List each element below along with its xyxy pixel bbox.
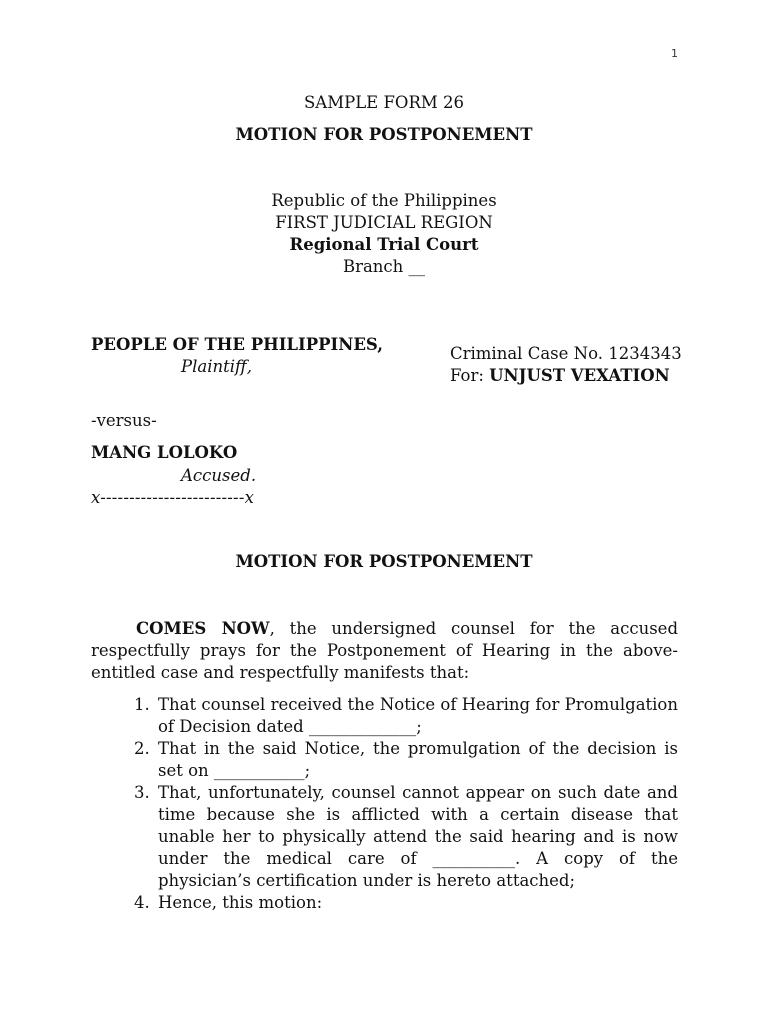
form-label: SAMPLE FORM 26 [304, 93, 464, 112]
accused-role: Accused. [181, 466, 257, 485]
list-item-text: That in the said Notice, the promulgation of the decision is set on ___________; [158, 739, 678, 780]
caption-separator: x-------------------------x [91, 488, 255, 507]
plaintiff-role: Plaintiff, [181, 357, 252, 376]
offense: UNJUST VEXATION [489, 366, 670, 385]
accused-name: MANG LOLOKO [91, 443, 238, 462]
court-region: FIRST JUDICIAL REGION [275, 213, 493, 232]
list-item-text: Hence, this motion: [158, 893, 323, 912]
page-number: 1 [671, 47, 678, 60]
form-title: MOTION FOR POSTPONEMENT [235, 125, 533, 144]
list-item [91, 892, 678, 914]
list-item-text: That counsel received the Notice of Hearing for Promulgation of Decision dated _____________; [158, 695, 678, 736]
court-country: Republic of the Philippines [271, 191, 497, 210]
case-number: Criminal Case No. 1234343 [450, 344, 682, 363]
intro-lead: COMES NOW [136, 619, 270, 638]
versus: -versus- [91, 411, 157, 430]
list-item-text: That, unfortunately, counsel cannot appear on such date and time because she is afflicted with a certain disease that unable her to physically attend the said hearing and is now under the medical care of __________. A copy of the physician’s certification under is hereto attached; [158, 783, 678, 890]
list-item-number: 4. [134, 893, 150, 912]
list-item-number: 3. [134, 783, 150, 802]
list-item [91, 738, 678, 782]
manifest-list [91, 694, 678, 914]
list-item [91, 694, 678, 738]
case-offense-line [450, 366, 670, 385]
intro-text: , the undersigned counsel for the accused respectfully prays for the Postponement of Hearing in the above-entitled case and respectfully manifests that: [91, 619, 679, 682]
court-name: Regional Trial Court [289, 235, 479, 254]
plaintiff-name: PEOPLE OF THE PHILIPPINES, [91, 335, 384, 354]
list-item-number: 1. [134, 695, 150, 714]
list-item [91, 782, 678, 892]
intro-paragraph [91, 618, 678, 684]
court-branch: Branch __ [342, 257, 426, 276]
for-label: For: [450, 366, 490, 385]
motion-title: MOTION FOR POSTPONEMENT [235, 552, 533, 571]
list-item-number: 2. [134, 739, 150, 758]
